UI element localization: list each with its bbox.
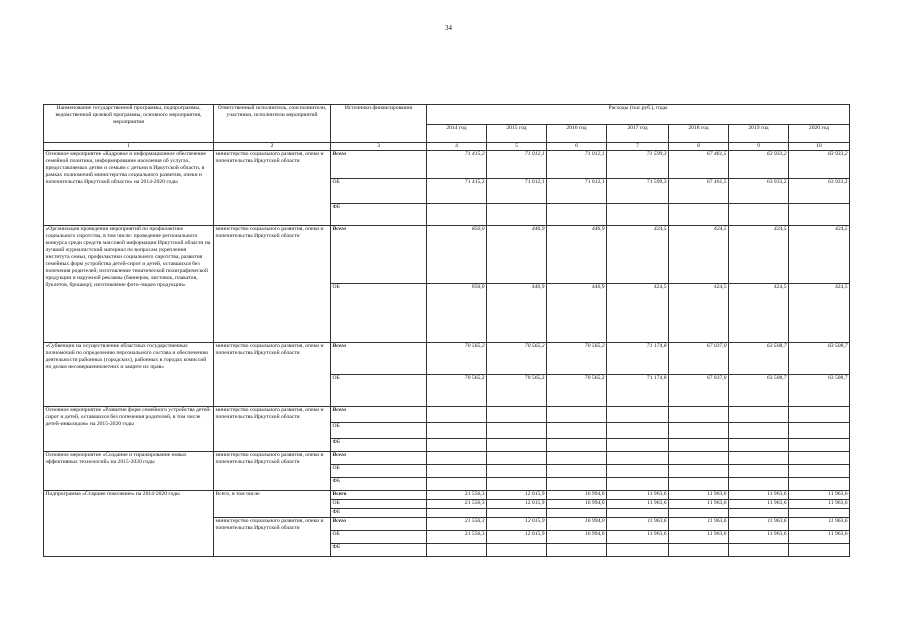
value-cell — [487, 452, 547, 465]
value-cell — [607, 509, 669, 518]
value-cell — [547, 478, 607, 491]
value-cell: 424,5 — [607, 284, 669, 343]
measure-name-cell: «Субвенции на осуществление областных государственных полномочий по определению персонального состава и обеспечению деятельности районных (городских), районных в городах комиссий по делам несовершеннолетних и защите их прав» — [44, 343, 214, 407]
value-cell — [547, 423, 607, 439]
expenses-table — [43, 104, 850, 557]
source-cell: ФБ — [331, 544, 427, 557]
value-cell: 71 599,3 — [607, 179, 669, 204]
value-cell — [547, 204, 607, 226]
column-number: 10 — [789, 143, 850, 151]
value-cell — [547, 439, 607, 452]
value-cell — [487, 439, 547, 452]
value-cell — [789, 423, 850, 439]
total-label-cell: Всего, в том числе — [214, 491, 331, 518]
source-cell: ОБ — [331, 423, 427, 439]
value-cell: 71 415,2 — [427, 151, 487, 179]
value-cell — [487, 407, 547, 423]
value-cell: 424,5 — [789, 226, 850, 284]
source-cell: Всего — [331, 491, 427, 500]
value-cell — [729, 439, 789, 452]
value-cell — [607, 544, 669, 557]
value-cell — [789, 407, 850, 423]
measure-name-cell: «Организация проведения мероприятий по профилактике социального сиротства, в том числе: проведение регионального конкурса среди средств массовой информации Иркутской области на лучший журналистский материал по вопросам укрепления института семьи, профилактики социального сиротства, развития семейных форм устройства детей-сирот и детей, оставшихся без попечения родителей; изготовление тематической полиграфической продукции и наружной рекламы (баннеров, листовок, плакатов, буклетов, брошюр); изготовление фото-/видео продукции» — [44, 226, 214, 343]
value-cell — [789, 544, 850, 557]
value-cell: 67 461,5 — [669, 151, 729, 179]
source-cell: ОБ — [331, 179, 427, 204]
value-cell: 16 994,0 — [547, 518, 607, 531]
value-cell: 11 963,6 — [789, 500, 850, 509]
value-cell: 424,5 — [729, 226, 789, 284]
table-row — [44, 226, 850, 284]
value-cell: 850,0 — [427, 226, 487, 284]
source-cell: ОБ — [331, 465, 427, 478]
value-cell: 63 933,2 — [729, 151, 789, 179]
value-cell: 63 933,2 — [729, 179, 789, 204]
value-cell: 11 963,6 — [607, 491, 669, 500]
value-cell: 71 174,8 — [607, 343, 669, 375]
value-cell — [729, 452, 789, 465]
source-cell: ФБ — [331, 439, 427, 452]
source-cell: ФБ — [331, 509, 427, 518]
value-cell: 446,9 — [487, 226, 547, 284]
value-cell: 67 037,0 — [669, 375, 729, 407]
measure-name-cell: Основное мероприятие «Развитие форм семейного устройства детей-сирот и детей, оставшихся без попечения родителей, в том числе детей-инвалидов» на 2015-2020 годы — [44, 407, 214, 452]
value-cell: 71 012,1 — [547, 151, 607, 179]
value-cell — [427, 478, 487, 491]
value-cell: 63 508,7 — [729, 343, 789, 375]
value-cell: 11 963,6 — [669, 518, 729, 531]
source-cell: Всего — [331, 452, 427, 465]
value-cell — [547, 452, 607, 465]
value-cell — [547, 465, 607, 478]
value-cell: 70 565,2 — [487, 375, 547, 407]
value-cell: 11 963,6 — [729, 500, 789, 509]
value-cell: 71 599,3 — [607, 151, 669, 179]
value-cell: 63 508,7 — [789, 375, 850, 407]
value-cell — [789, 439, 850, 452]
value-cell: 71 415,2 — [427, 179, 487, 204]
table-row — [44, 452, 850, 465]
source-cell: ОБ — [331, 500, 427, 509]
value-cell: 63 508,7 — [789, 343, 850, 375]
value-cell: 63 933,2 — [789, 151, 850, 179]
value-cell: 11 963,6 — [669, 531, 729, 544]
value-cell: 71 174,8 — [607, 375, 669, 407]
source-cell: Всего — [331, 518, 427, 531]
value-cell — [607, 478, 669, 491]
header-executor: Ответственный исполнитель, соисполнители, участники, исполнители мероприятий — [214, 105, 331, 143]
value-cell: 424,5 — [607, 226, 669, 284]
value-cell: 70 565,2 — [427, 375, 487, 407]
value-cell — [669, 478, 729, 491]
value-cell — [427, 452, 487, 465]
table-row — [44, 491, 850, 500]
value-cell: 16 994,0 — [547, 500, 607, 509]
value-cell: 446,9 — [547, 226, 607, 284]
value-cell — [669, 509, 729, 518]
value-cell — [789, 204, 850, 226]
value-cell: 12 015,9 — [487, 500, 547, 509]
executor-cell: министерство социального развития, опеки и попечительства Иркутской области — [214, 518, 331, 557]
value-cell: 21 556,3 — [427, 518, 487, 531]
value-cell: 70 565,2 — [427, 343, 487, 375]
value-cell — [729, 509, 789, 518]
value-cell: 424,5 — [669, 226, 729, 284]
header-year: 2014 год — [427, 125, 487, 143]
value-cell — [729, 478, 789, 491]
column-number: 6 — [547, 143, 607, 151]
header-expenses: Расходы (тыс.руб.), годы — [427, 105, 850, 125]
value-cell: 71 012,1 — [487, 151, 547, 179]
table-row — [44, 343, 850, 375]
value-cell — [607, 452, 669, 465]
value-cell — [669, 439, 729, 452]
value-cell: 11 963,6 — [669, 500, 729, 509]
value-cell: 70 565,2 — [547, 375, 607, 407]
executor-cell: министерство социального развития, опеки и попечительства Иркутской области — [214, 343, 331, 407]
source-cell: ОБ — [331, 284, 427, 343]
value-cell — [547, 544, 607, 557]
value-cell: 446,9 — [547, 284, 607, 343]
value-cell: 424,5 — [669, 284, 729, 343]
value-cell — [789, 465, 850, 478]
value-cell: 11 963,6 — [729, 491, 789, 500]
value-cell: 71 012,1 — [547, 179, 607, 204]
value-cell — [487, 544, 547, 557]
value-cell — [427, 204, 487, 226]
value-cell: 12 015,9 — [487, 531, 547, 544]
value-cell — [729, 204, 789, 226]
value-cell: 16 994,0 — [547, 531, 607, 544]
executor-cell: министерство социального развития, опеки и попечительства Иркутской области — [214, 407, 331, 452]
value-cell — [607, 465, 669, 478]
value-cell — [789, 509, 850, 518]
value-cell: 11 963,6 — [729, 531, 789, 544]
value-cell — [607, 423, 669, 439]
subprogram-name-cell: Подпрограмма «Старшее поколение» на 2014-2020 годы — [44, 491, 214, 557]
column-number: 3 — [331, 143, 427, 151]
value-cell: 11 963,6 — [789, 518, 850, 531]
value-cell: 67 461,5 — [669, 179, 729, 204]
column-number: 9 — [729, 143, 789, 151]
value-cell: 16 994,0 — [547, 491, 607, 500]
source-cell: ФБ — [331, 478, 427, 491]
value-cell: 21 556,3 — [427, 491, 487, 500]
value-cell — [729, 465, 789, 478]
header-year: 2019 год — [729, 125, 789, 143]
value-cell — [427, 423, 487, 439]
value-cell — [547, 407, 607, 423]
column-number: 8 — [669, 143, 729, 151]
value-cell: 70 565,2 — [547, 343, 607, 375]
header-source: Источники финансирования — [331, 105, 427, 143]
value-cell — [789, 452, 850, 465]
value-cell: 446,9 — [487, 284, 547, 343]
header-year: 2020 год — [789, 125, 850, 143]
value-cell — [427, 544, 487, 557]
executor-cell: министерство социального развития, опеки и попечительства Иркутской области — [214, 452, 331, 491]
value-cell: 12 015,9 — [487, 491, 547, 500]
value-cell — [669, 465, 729, 478]
source-cell: Всего — [331, 226, 427, 284]
page-number: 34 — [445, 24, 452, 32]
value-cell — [607, 204, 669, 226]
column-number: 7 — [607, 143, 669, 151]
measure-name-cell: Основное мероприятие «Создание и тиражирование новых эффективных технологий» на 2015-2020 годы — [44, 452, 214, 491]
value-cell — [427, 509, 487, 518]
value-cell — [427, 407, 487, 423]
value-cell — [729, 544, 789, 557]
value-cell — [669, 407, 729, 423]
value-cell: 424,5 — [729, 284, 789, 343]
column-number: 2 — [214, 143, 331, 151]
value-cell — [487, 478, 547, 491]
header-year: 2015 год — [487, 125, 547, 143]
value-cell — [427, 439, 487, 452]
header-name: Наименование государственной программы, подпрограммы, ведомственной целевой программы, основного мероприятия, мероприятия — [44, 105, 214, 143]
value-cell — [487, 423, 547, 439]
source-cell: ФБ — [331, 204, 427, 226]
value-cell — [487, 509, 547, 518]
value-cell: 11 963,6 — [729, 518, 789, 531]
table-row — [44, 407, 850, 423]
value-cell — [487, 204, 547, 226]
value-cell: 63 508,7 — [729, 375, 789, 407]
value-cell — [669, 544, 729, 557]
value-cell — [729, 407, 789, 423]
value-cell: 11 963,6 — [669, 491, 729, 500]
value-cell — [729, 423, 789, 439]
measure-name-cell: Основное мероприятие «Кадровое и информационное обеспечение семейной политики, информирование населения об услугах, предоставляемых детям и семьям с детьми в Иркутской области, в рамках полномочий министерства социального развития, опеки и попечительства Иркутской области» на 2014-2020 годы — [44, 151, 214, 226]
source-cell: ОБ — [331, 531, 427, 544]
value-cell: 12 015,9 — [487, 518, 547, 531]
value-cell: 11 963,6 — [607, 518, 669, 531]
value-cell — [789, 478, 850, 491]
value-cell — [669, 452, 729, 465]
column-number: 1 — [44, 143, 214, 151]
value-cell — [547, 509, 607, 518]
header-year: 2018 год — [669, 125, 729, 143]
column-number: 4 — [427, 143, 487, 151]
value-cell: 67 037,0 — [669, 343, 729, 375]
value-cell — [487, 465, 547, 478]
value-cell: 21 556,3 — [427, 531, 487, 544]
value-cell — [427, 465, 487, 478]
column-number: 5 — [487, 143, 547, 151]
executor-cell: министерство социального развития, опеки и попечительства Иркутской области — [214, 151, 331, 226]
source-cell: Всего — [331, 407, 427, 423]
value-cell — [607, 439, 669, 452]
value-cell: 63 933,2 — [789, 179, 850, 204]
value-cell — [669, 423, 729, 439]
value-cell: 11 963,6 — [789, 491, 850, 500]
value-cell: 21 556,3 — [427, 500, 487, 509]
source-cell: Всего — [331, 343, 427, 375]
value-cell: 11 963,6 — [607, 500, 669, 509]
value-cell: 11 963,6 — [607, 531, 669, 544]
value-cell: 11 963,6 — [789, 531, 850, 544]
value-cell — [607, 407, 669, 423]
header-year: 2017 год — [607, 125, 669, 143]
value-cell: 850,0 — [427, 284, 487, 343]
source-cell: Всего — [331, 151, 427, 179]
table-row — [44, 151, 850, 179]
value-cell: 70 565,2 — [487, 343, 547, 375]
value-cell: 424,5 — [789, 284, 850, 343]
executor-cell: министерство социального развития, опеки и попечительства Иркутской области — [214, 226, 331, 343]
value-cell: 71 012,1 — [487, 179, 547, 204]
header-year: 2016 год — [547, 125, 607, 143]
source-cell: ОБ — [331, 375, 427, 407]
value-cell — [669, 204, 729, 226]
